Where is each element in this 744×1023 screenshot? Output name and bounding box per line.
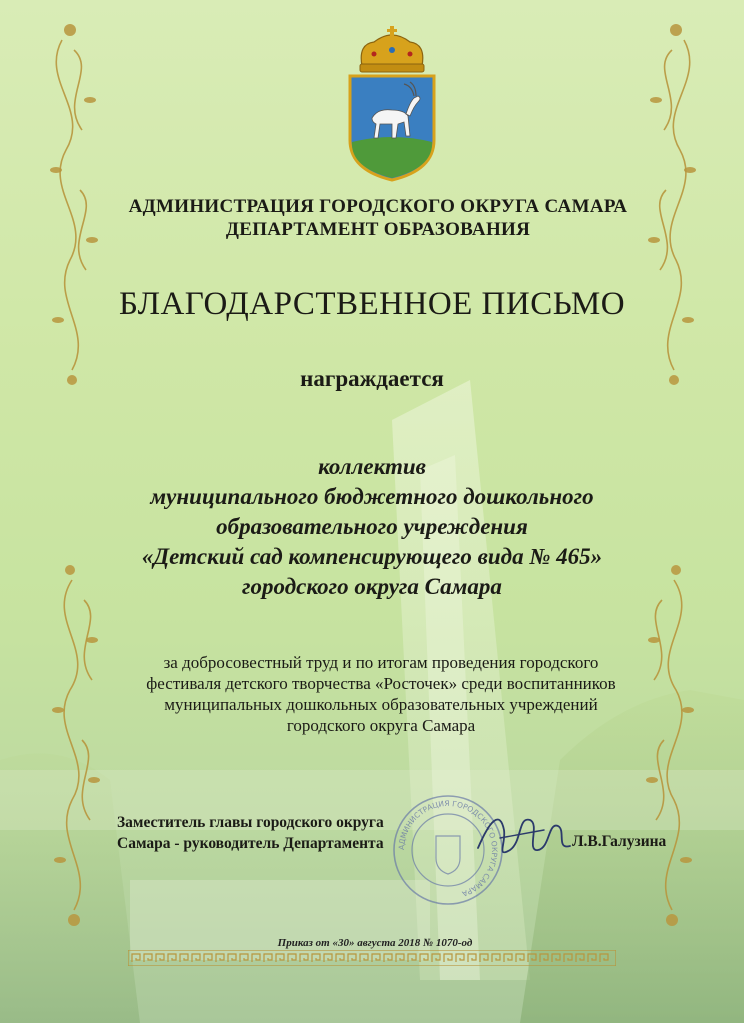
reason-line: за добросовестный труд и по итогам проведения городского [163,653,599,672]
recipient-line: образовательного учреждения [216,514,528,539]
signatory-position [117,812,384,854]
signatory-position-line: Заместитель главы городского округа [117,814,384,831]
department-name: ДЕПАРТАМЕНТ ОБРАЗОВАНИЯ [225,219,531,240]
recipient-line: муниципального бюджетного дошкольного [150,484,594,509]
document-title: БЛАГОДАРСТВЕННОЕ ПИСЬМО [118,286,626,322]
reason-line: фестиваля детского творчества «Росточек» среди воспитанников [146,674,616,693]
recipient-line: «Детский сад компенсирующего вида № 465» [141,544,603,569]
reason-block [0,652,744,736]
order-reference: Приказ от «30» августа 2018 № 1070-од [277,937,473,949]
reason-line: городского округа Самара [286,716,476,735]
organization-name: АДМИНИСТРАЦИЯ ГОРОДСКОГО ОКРУГА САМАРА [128,196,628,217]
signatory-name: Л.В.Галузина [572,833,667,850]
handwritten-signature-icon [470,800,580,870]
recipient-line: городского округа Самара [242,574,502,599]
stamp-text: АДМИНИСТРАЦИЯ ГОРОДСКОГО ОКРУГА САМАРА [396,798,500,899]
greek-key-border [128,950,616,966]
signatory-position-line: Самара - руководитель Департамента [117,835,384,852]
samara-coat-of-arms-icon [344,24,440,184]
recipient-block [0,452,744,602]
reason-line: муниципальных дошкольных образовательных учреждений [164,695,598,714]
awarded-label: награждается [300,366,444,391]
recipient-line: коллектив [318,454,426,479]
